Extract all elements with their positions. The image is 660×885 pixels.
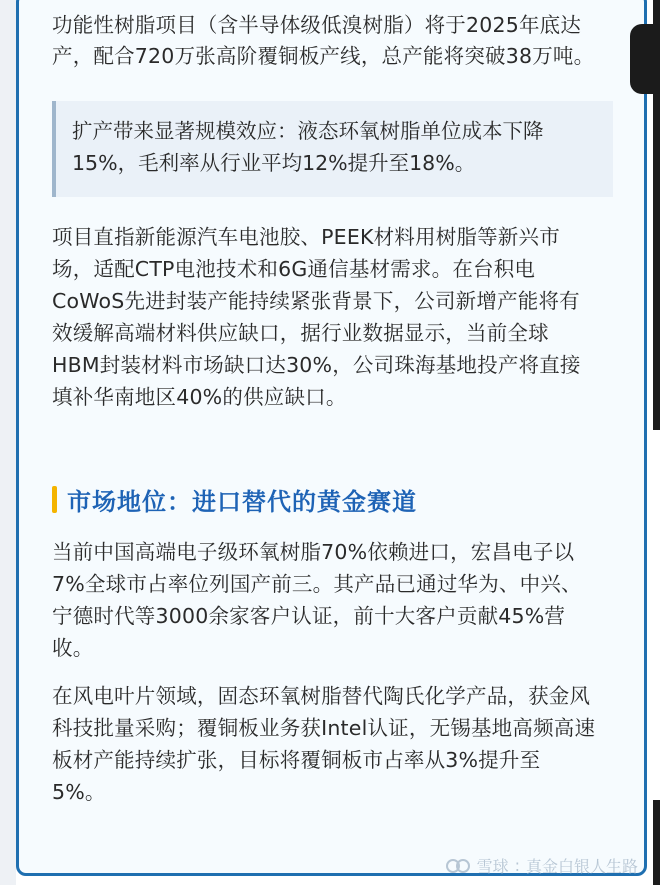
snowball-logo-icon — [445, 856, 471, 876]
text-line: 收。 — [52, 636, 94, 660]
paragraph-applications — [52, 221, 622, 413]
watermark-brand: 雪球 — [476, 857, 509, 876]
text-line: 15%，毛利率从行业平均12%提升至18%。 — [72, 151, 476, 175]
text-line: 当前中国高端电子级环氧树脂70%依赖进口，宏昌电子以 — [52, 540, 575, 564]
text-line: 宁德时代等3000余家客户认证，前十大客户贡献45%营 — [52, 604, 566, 628]
watermark-separator: : — [514, 856, 520, 875]
text-line: 产，配合720万张高阶覆铜板产线，总产能将突破38万吨。 — [52, 44, 595, 68]
text-line: HBM封装材料市场缺口达30%，公司珠海基地投产将直接 — [52, 353, 581, 377]
paragraph-capacity — [52, 10, 622, 72]
text-line: 功能性树脂项目（含半导体级低溴树脂）将于2025年底达 — [52, 13, 582, 37]
section-heading-text: 市场地位：进口替代的黄金赛道 — [67, 487, 417, 516]
paragraph-market-position — [52, 536, 622, 664]
text-line: 填补华南地区40%的供应缺口。 — [52, 385, 347, 409]
heading-accent-bar — [52, 486, 57, 513]
highlight-quote-text — [72, 115, 544, 179]
paragraph-wind-power — [52, 680, 622, 808]
watermark-author: 真金白银人生路 — [525, 857, 638, 876]
text-line: 科技批量采购；覆铜板业务获Intel认证，无锡基地高频高速 — [52, 716, 596, 740]
scroll-edge-bottom — [653, 800, 660, 885]
text-line: 板材产能持续扩张，目标将覆铜板市占率从3%提升至 — [52, 748, 541, 772]
text-line: CoWoS先进封装产能持续紧张背景下，公司新增产能将有 — [52, 289, 580, 313]
text-line: 扩产带来显著规模效应：液态环氧树脂单位成本下降 — [72, 119, 544, 143]
section-heading — [52, 481, 417, 517]
watermark — [445, 854, 638, 877]
side-handle[interactable] — [630, 24, 660, 94]
text-line: 场，适配CTP电池技术和6G通信基材需求。在台积电 — [52, 257, 536, 281]
text-line: 在风电叶片领域，固态环氧树脂替代陶氏化学产品，获金风 — [52, 684, 591, 708]
text-line: 效缓解高端材料供应缺口，据行业数据显示，当前全球 — [52, 321, 549, 345]
text-line: 项目直指新能源汽车电池胶、PEEK材料用树脂等新兴市 — [52, 225, 560, 249]
text-line: 5%。 — [52, 780, 106, 804]
text-line: 7%全球市占率位列国产前三。其产品已通过华为、中兴、 — [52, 572, 582, 596]
left-rail — [0, 0, 16, 885]
